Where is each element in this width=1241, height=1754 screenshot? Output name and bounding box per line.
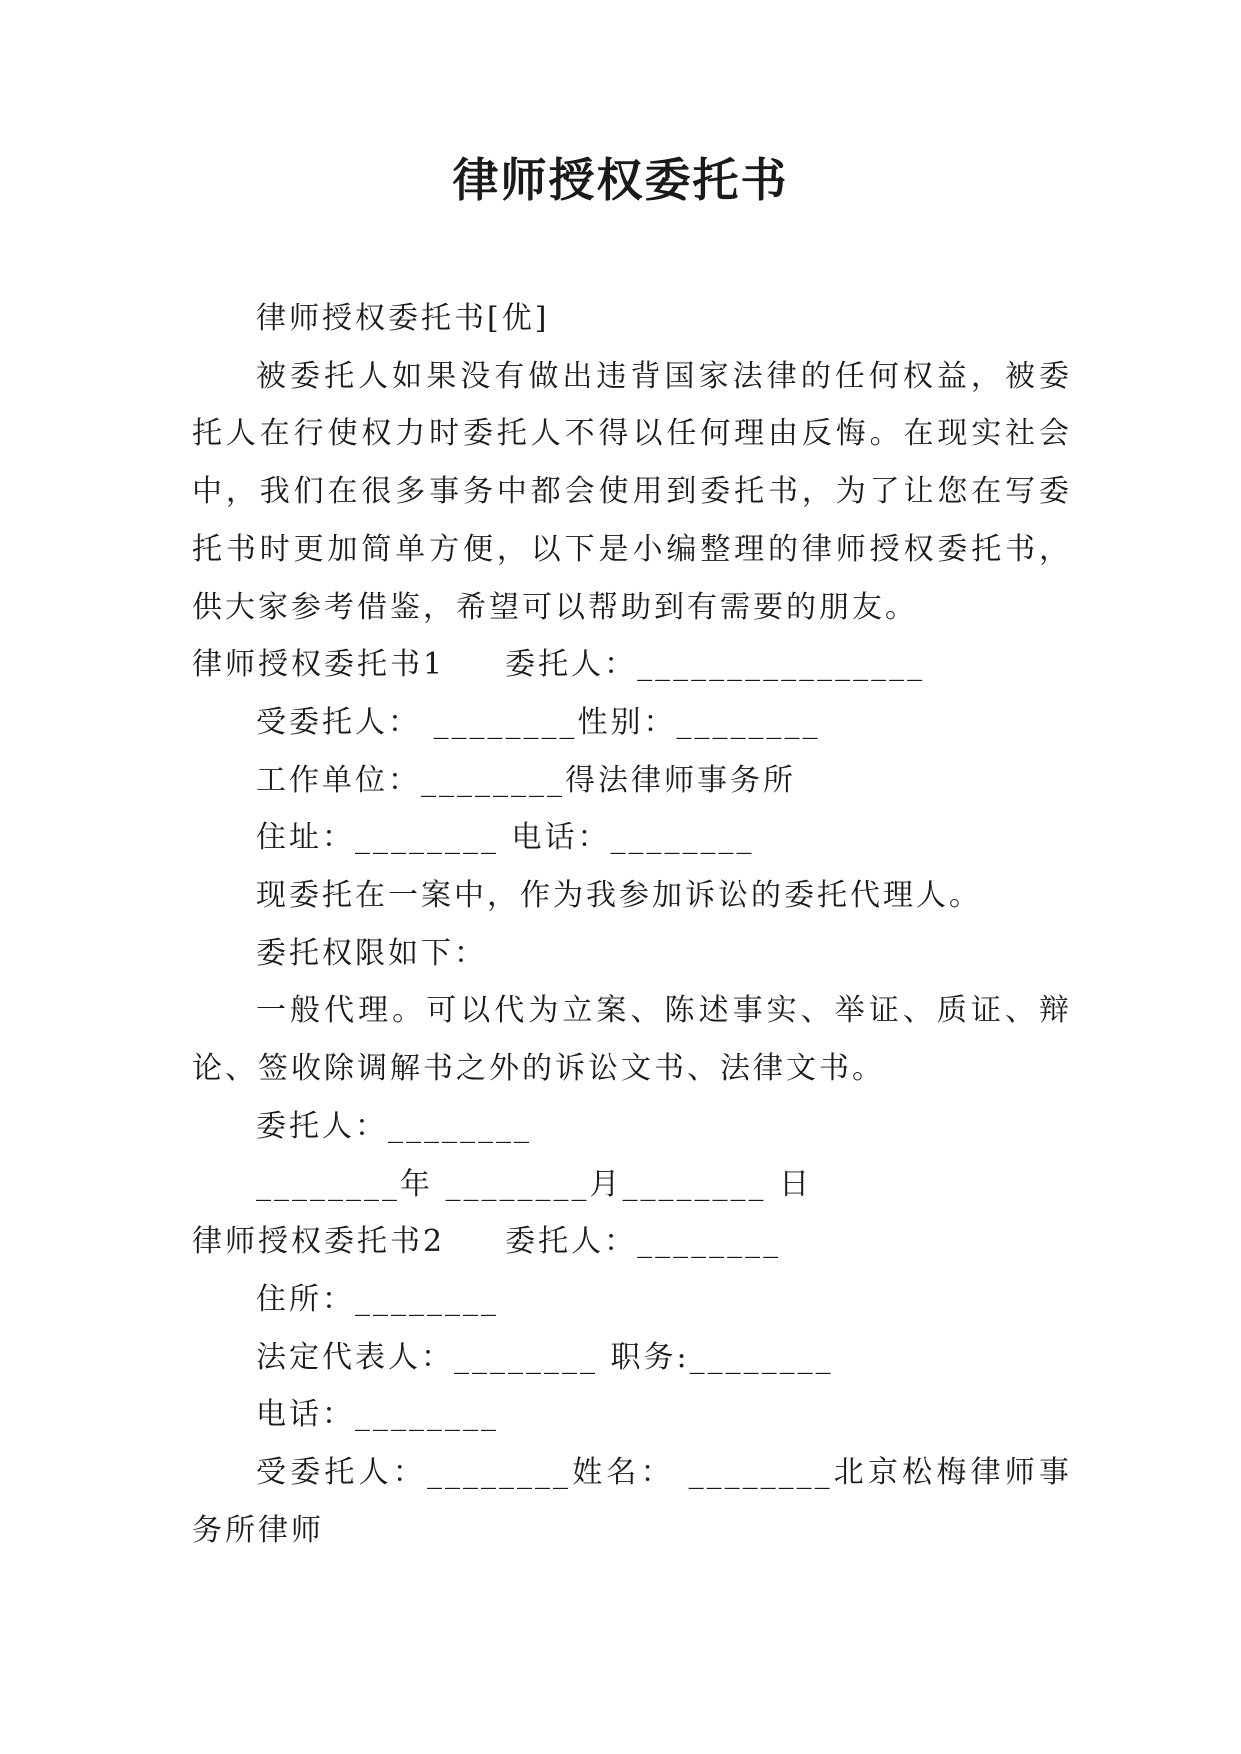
doc1-signature-field: 委托人：________ [256, 1108, 532, 1144]
doc2-heading: 律师授权委托书2 [192, 1224, 446, 1260]
doc1-agent-gender-field: 受委托人： ________性别：________ [256, 704, 821, 740]
doc2-legal-rep-field: 法定代表人：________ 职务:________ [256, 1339, 834, 1375]
doc2-agent-field: 受委托人：________姓名： ________北京松梅律师事务所律师 [192, 1455, 1072, 1548]
doc2-domicile-field: 住所：________ [256, 1281, 499, 1317]
doc2-heading-line [192, 1213, 1072, 1271]
doc1-heading-line [192, 636, 1072, 694]
doc1-scope-heading: 委托权限如下： [256, 935, 487, 971]
doc1-heading: 律师授权委托书1 [192, 647, 446, 683]
doc1-scope-text: 一般代理。可以代为立案、陈述事实、举证、质证、辩论、签收除调解书之外的诉讼文书、法律文书。 [192, 993, 1072, 1087]
document-body [192, 290, 1072, 1559]
doc1-address-phone-field: 住址：________ 电话：________ [256, 820, 755, 856]
document-subtitle: 律师授权委托书[优] [256, 301, 550, 336]
doc1-workplace-field: 工作单位：________得法律师事务所 [256, 762, 796, 798]
doc2-principal-field: 委托人：________ [505, 1224, 782, 1260]
doc1-date-field: ________年 ________月________ 日 [256, 1166, 813, 1202]
document-title: 律师授权委托书 [452, 153, 789, 207]
doc1-principal-field: 委托人：________________ [505, 647, 926, 683]
intro-paragraph: 被委托人如果没有做出违背国家法律的任何权益，被委托人在行使权力时委托人不得以任何理由反悔。在现实社会中，我们在很多事务中都会使用到委托书，为了让您在写委托书时更加简单方便，以下是小编整理的律师授权委托书，供大家参考借鉴，希望可以帮助到有需要的朋友。 [192, 358, 1072, 625]
doc1-entrust-text: 现委托在一案中，作为我参加诉讼的委托代理人。 [256, 878, 982, 914]
doc2-phone-field: 电话：________ [256, 1397, 499, 1433]
